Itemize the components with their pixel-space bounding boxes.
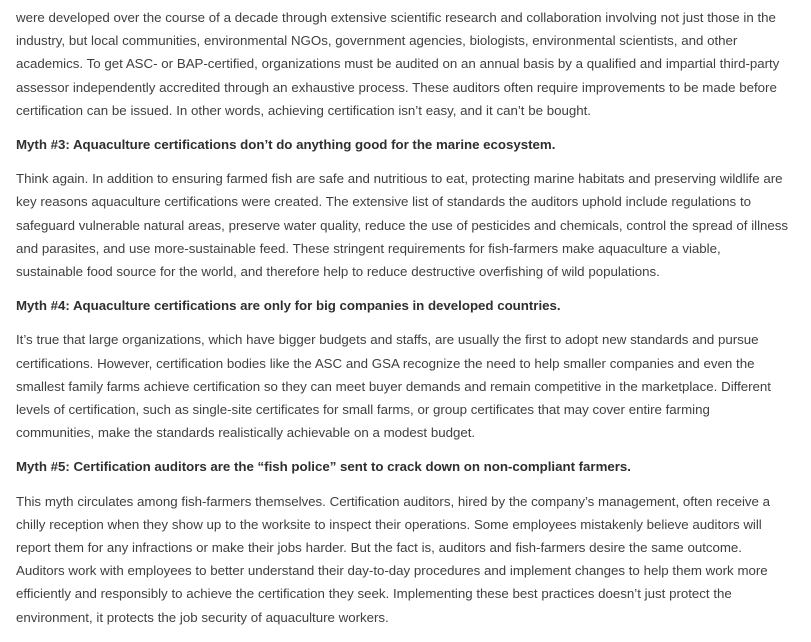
paragraph-myth-4: It’s true that large organizations, which have bigger budgets and staffs, are usually the first to adopt new standards and pursue certifications. However, certification bodies like the ASC and GSA recognize the need to help smaller companies and even the smallest family farms achieve certification so they can meet buyer demands and remain competitive in the marketplace. Different levels of certification, such as single-site certificates for small farms, or group certificates that may cover entire farming communities, make the standards realistically achievable on a modest budget. [16,332,771,441]
heading-myth-4: Myth #4: Aquaculture certifications are only for big companies in developed countries. [16,298,561,314]
heading-myth-3: Myth #3: Aquaculture certifications don’t do anything good for the marine ecosystem. [16,137,556,153]
paragraph-intro-continuation: were developed over the course of a decade through extensive scientific research and collaboration involving not just those in the industry, but local communities, environmental NGOs, government agencies, biologists, environmental scientists, and other academics. To get ASC- or BAP-certified, organizations must be audited on an annual basis by a qualified and impartial third-party assessor independently accredited through an exhaustive process. These auditors often require improvements to be made before certification can be issued. In other words, achieving certification isn’t easy, and it can’t be bought. [16,10,780,118]
paragraph-myth-3: Think again. In addition to ensuring farmed fish are safe and nutritious to eat, protecting marine habitats and preserving wildlife are key reasons aquaculture certifications were created. The extensive list of standards the auditors uphold include regulations to safeguard vulnerable natural areas, preserve water quality, reduce the use of pesticides and chemicals, control the spread of illness and parasites, and use more-sustainable feed. These stringent requirements for fish-farmers make aquaculture a viable, sustainable food source for the world, and therefore help to reduce destructive overfishing of wild populations. [16,171,789,280]
paragraph-myth-5: This myth circulates among fish-farmers themselves. Certification auditors, hired by the company’s management, often receive a chilly reception when they show up to the worksite to inspect their operations. Some employees mistakenly believe auditors will report them for any infractions or make their jobs harder. But the fact is, auditors and fish-farmers desire the same outcome. Auditors work with employees to better understand their day-to-day procedures and implement changes to help them work more efficiently and responsibly to achieve the certification they seek. Implementing these best practices doesn’t just protect the environment, it protects the job security of aquaculture workers. [16,493,771,625]
heading-myth-5: Myth #5: Certification auditors are the “fish police” sent to crack down on non-compliant farmers. [16,459,631,475]
